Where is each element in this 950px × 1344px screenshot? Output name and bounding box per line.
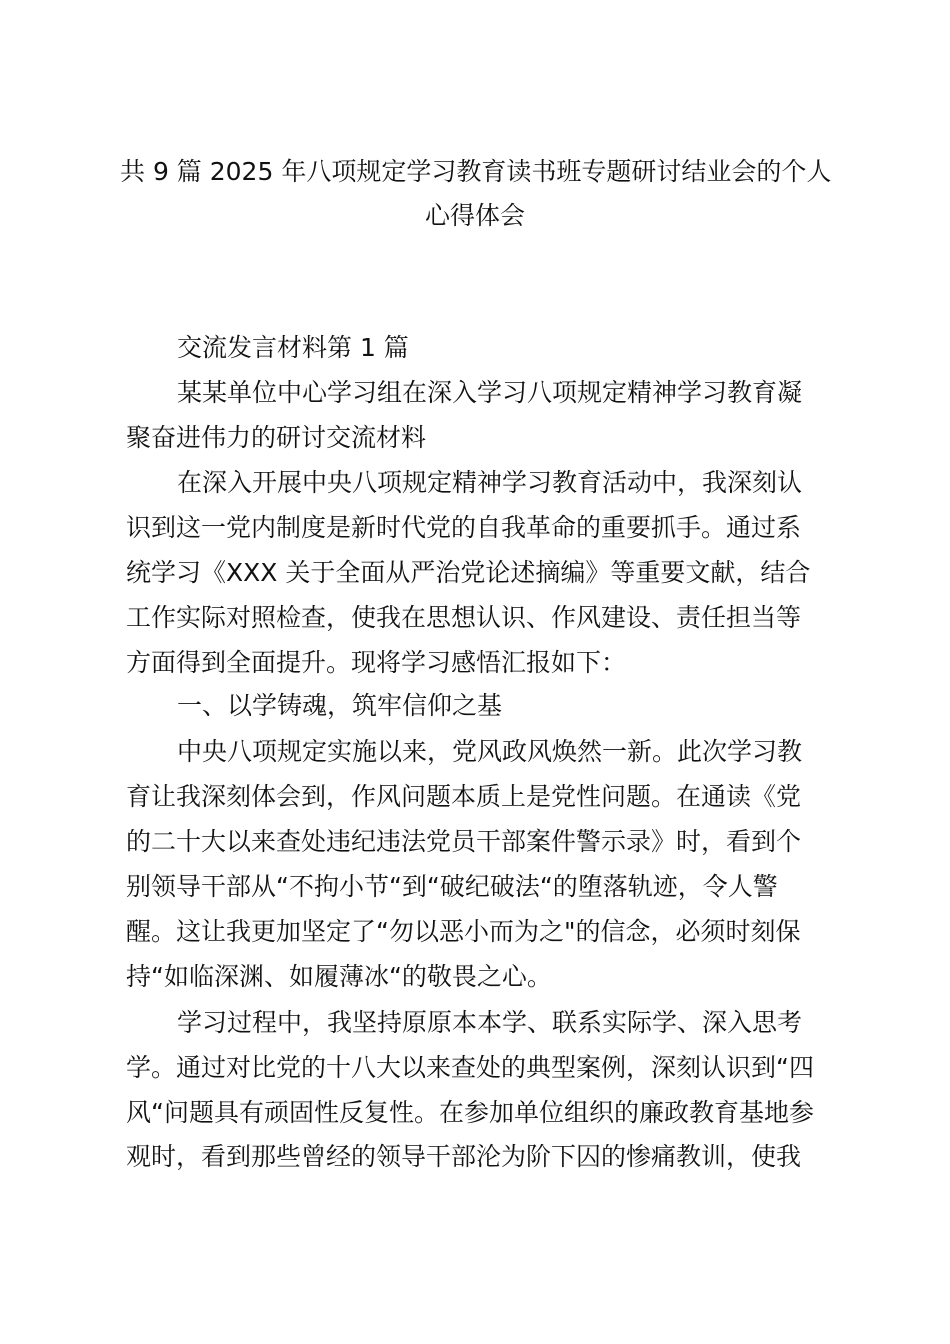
paragraph-line: 学习过程中，我坚持原原本本学、联系实际学、深入思考 (177, 1008, 803, 1037)
document-title (120, 150, 830, 238)
article-title-line: 某某单位中心学习组在深入学习八项规定精神学习教育凝 (177, 378, 803, 407)
paragraph-line: 方面得到全面提升。现将学习感悟汇报如下： (126, 648, 627, 677)
paragraph-line: 观时，看到那些曾经的领导干部沦为阶下囚的惨痛教训，使我 (126, 1142, 802, 1171)
title-line-2: 心得体会 (424, 201, 525, 230)
paragraph-line: 风“问题具有顽固性反复性。在参加单位组织的廉政教育基地参 (126, 1098, 814, 1127)
paragraph-line: 别领导干部从“不拘小节“到“破纪破法“的堕落轨迹，令人警 (126, 872, 778, 901)
paragraph-line: 的二十大以来查处违纪违法党员干部案件警示录》时，看到个 (126, 827, 802, 856)
paragraph-line: 识到这一党内制度是新时代党的自我革命的重要抓手。通过系 (126, 513, 802, 542)
paragraph-line: 持“如临深渊、如履薄冰“的敬畏之心。 (126, 962, 552, 991)
paragraph-line: 醒。这让我更加坚定了“勿以恶小而为之"的信念，必须时刻保 (126, 917, 801, 946)
paragraph-line: 中央八项规定实施以来，党风政风焕然一新。此次学习教 (177, 737, 803, 766)
subsection-heading: 一、以学铸魂，筑牢信仰之基 (177, 691, 503, 720)
paragraph-line: 工作实际对照检查，使我在思想认识、作风建设、责任担当等 (126, 603, 802, 632)
paragraph-line: 统学习《XXX 关于全面从严治党论述摘编》等重要文献，结合 (126, 558, 811, 587)
paragraph-line: 学。通过对比党的十八大以来查处的典型案例，深刻认识到“四 (126, 1053, 814, 1082)
paragraph-line: 在深入开展中央八项规定精神学习教育活动中，我深刻认 (177, 468, 803, 497)
title-line-1: 共 9 篇 2025 年八项规定学习教育读书班专题研讨结业会的个人 (120, 157, 832, 186)
article-title-line: 聚奋进伟力的研讨交流材料 (126, 423, 427, 452)
section-heading: 交流发言材料第 1 篇 (177, 333, 409, 362)
paragraph-line: 育让我深刻体会到，作风问题本质上是党性问题。在通读《党 (126, 782, 802, 811)
